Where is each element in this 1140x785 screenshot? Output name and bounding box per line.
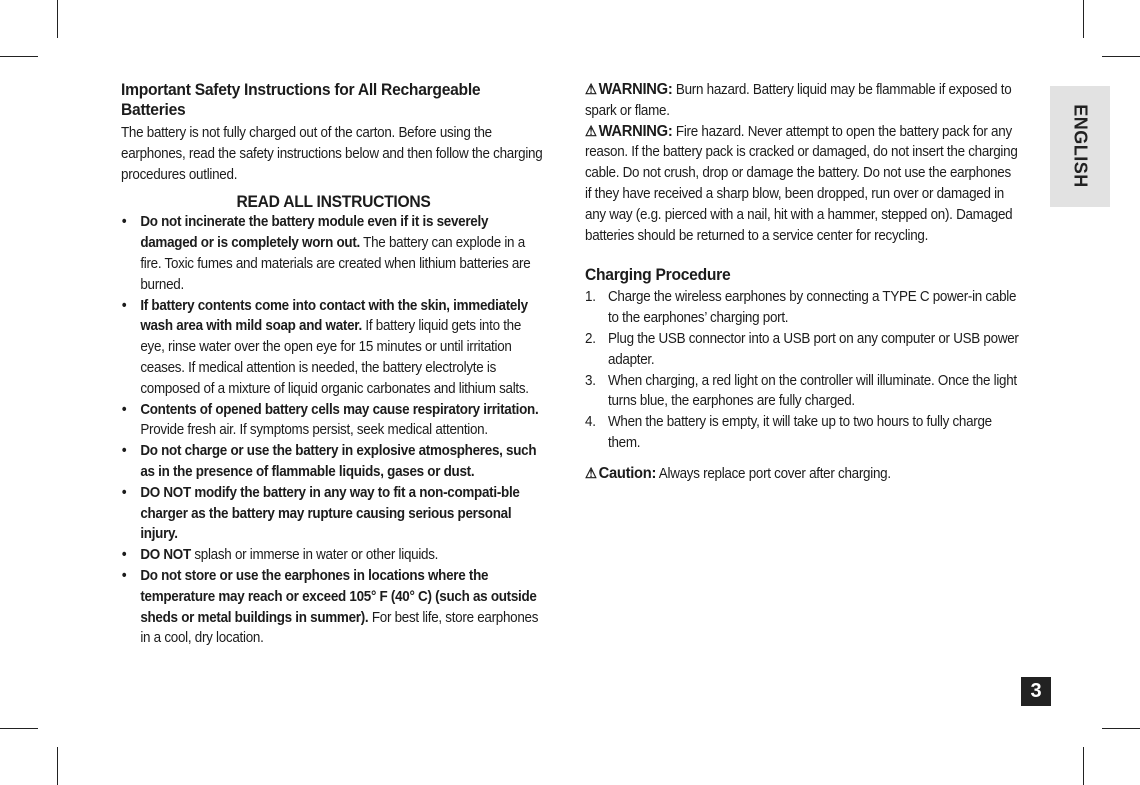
warning-triangle-icon: ⚠ xyxy=(585,82,597,98)
bullet-icon: • xyxy=(121,297,127,314)
bullet-icon: • xyxy=(121,401,127,418)
fire-warning: ⚠ WARNING: Fire hazard. Never attempt to open the battery pack for any reason. If the battery pack is cracked or damaged, do not insert the charging cable. Do not crush, drop or damage the battery. Do not use the earphones if they have received a sharp blow, been dropped, run over or damaged in any way (e.g. pierced with a nail, hit with a hammer, stepped on). Damaged batteries should be returned to a service center for recycling. xyxy=(585,122,1018,244)
list-item: • Do not store or use the earphones in locations where the temperature may reach or exceed 105° F (40° C) (such as outside sheds or metal buildings in summer). For best life, store earphones in a cool, dry location. xyxy=(121,567,539,647)
caution-note: ⚠ Caution: Always replace port cover after charging. xyxy=(585,464,891,482)
crop-mark-top-right xyxy=(1083,0,1084,38)
warning-triangle-icon: ⚠ xyxy=(585,465,597,482)
bullet-icon: • xyxy=(121,547,127,564)
bullet-icon: • xyxy=(121,443,127,460)
list-item: • DO NOT modify the battery in any way to fit a non-compati-ble charger as the battery may rupture causing serious personal injury. xyxy=(121,484,520,543)
list-item: 1. Charge the wireless earphones by connecting a TYPE C power-in cable to the earphones’ charging port. xyxy=(585,289,1017,327)
safety-title: Important Safety Instructions for All Rechargeable Batteries xyxy=(121,80,481,119)
list-item: 2. Plug the USB connector into a USB port on any computer or USB power adapter. xyxy=(585,330,1019,368)
list-item: 3. When charging, a red light on the controller will illuminate. Once the light turns blue, the earphones are fully charged. xyxy=(585,372,1017,410)
list-item: • DO NOT splash or immerse in water or other liquids. xyxy=(121,545,546,566)
crop-mark-left-bottom xyxy=(0,728,38,729)
crop-mark-bottom-left xyxy=(57,747,58,785)
crop-mark-right-bottom xyxy=(1102,728,1140,729)
crop-mark-right-top xyxy=(1102,56,1140,57)
language-tab xyxy=(1050,86,1110,207)
crop-mark-bottom-right xyxy=(1083,747,1084,785)
crop-mark-top-left xyxy=(57,0,58,38)
warnings-charging-column xyxy=(585,80,1019,485)
bullet-icon: • xyxy=(121,214,127,231)
burn-warning: ⚠ WARNING: Burn hazard. Battery liquid may be flammable if exposed to spark or flame. xyxy=(585,81,1012,119)
charging-procedure-heading: Charging Procedure xyxy=(585,265,731,285)
warning-triangle-icon: ⚠ xyxy=(585,123,597,140)
intro-paragraph: The battery is not fully charged out of the carton. Before using the earphones, read the safety instructions below and then follow the charging procedures outlined. xyxy=(121,125,543,183)
language-tab-label: ENGLISH xyxy=(1070,104,1091,188)
safety-instructions-column xyxy=(121,80,546,649)
safety-bullet-list xyxy=(121,212,546,649)
charging-steps-list xyxy=(585,287,1019,453)
list-item: • Do not charge or use the battery in explosive atmospheres, such as in the presence of flammable liquids, gases or dust. xyxy=(121,443,537,480)
list-item: • Contents of opened battery cells may cause respiratory irritation. Provide fresh air. If symptoms persist, seek medical attention. xyxy=(121,401,539,439)
page-number: 3 xyxy=(1021,677,1051,706)
bullet-icon: • xyxy=(121,567,127,584)
list-item: • If battery contents come into contact with the skin, immediately wash area with mild soap and water. If battery liquid gets into the eye, rinse water over the open eye for 15 minutes or until irritation ceases. If medical attention is needed, the battery electrolyte is composed of a mixture of liquid organic carbonates and lithium salts. xyxy=(121,297,529,397)
bullet-icon: • xyxy=(121,484,127,501)
list-item: • Do not incinerate the battery module even if it is severely damaged or is completely worn out. The battery can explode in a fire. Toxic fumes and materials are created when lithium batteries are burned. xyxy=(121,214,531,293)
crop-mark-left-top xyxy=(0,56,38,57)
list-item: 4. When the battery is empty, it will take up to two hours to fully charge them. xyxy=(585,414,992,451)
read-all-heading: READ ALL INSTRUCTIONS xyxy=(236,192,431,212)
